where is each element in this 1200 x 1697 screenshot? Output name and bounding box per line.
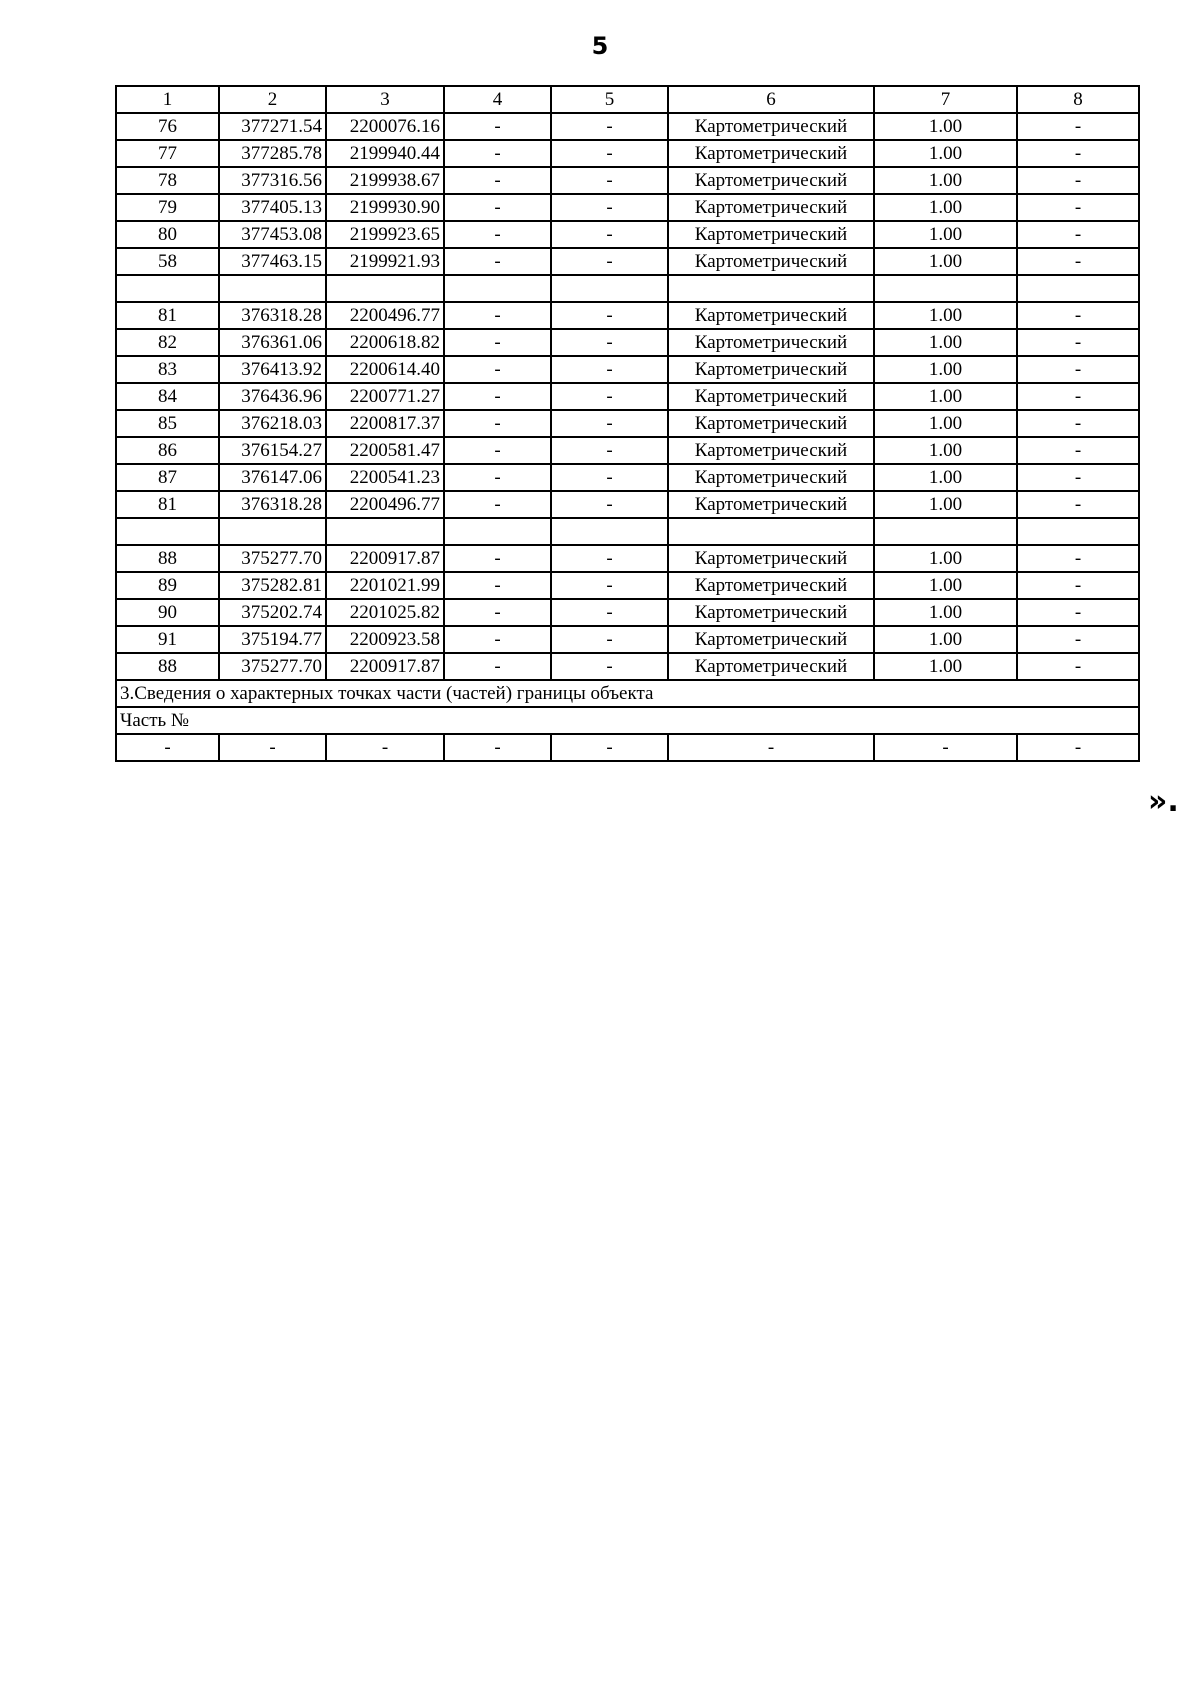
table-row [116, 221, 1139, 248]
table-header-row-cell-7: 7 [874, 86, 1017, 113]
table-row [116, 194, 1139, 221]
table-row-cell-4: - [444, 626, 551, 653]
table-row-cell-2: 375194.77 [219, 626, 326, 653]
table-row-cell-5: - [551, 545, 668, 572]
table-row-cell-1: 80 [116, 221, 219, 248]
part-label-row [116, 707, 1139, 734]
table-row-cell-7: 1.00 [874, 653, 1017, 680]
table-row-cell-2: 375202.74 [219, 599, 326, 626]
table-row-cell-5: - [551, 221, 668, 248]
table-row-cell-1: 81 [116, 491, 219, 518]
table-row-cell-1: 79 [116, 194, 219, 221]
table-row-cell-3: 2199938.67 [326, 167, 444, 194]
table-row-cell-8: - [1017, 140, 1139, 167]
table-row-cell-6: Картометрический [668, 626, 874, 653]
table-header-row-cell-5: 5 [551, 86, 668, 113]
table-row-cell-3: 2200923.58 [326, 626, 444, 653]
table-row-cell-1: 84 [116, 383, 219, 410]
table-row-cell-7: 1.00 [874, 113, 1017, 140]
table-row-cell-6: Картометрический [668, 599, 874, 626]
table-row-cell-7: 1.00 [874, 140, 1017, 167]
table-row-cell-2: 376413.92 [219, 356, 326, 383]
table-row-cell-2: 376361.06 [219, 329, 326, 356]
table-row [116, 653, 1139, 680]
table-row-cell-3: 2199940.44 [326, 140, 444, 167]
table-row-cell-6: Картометрический [668, 491, 874, 518]
table-row-cell-5: - [551, 599, 668, 626]
table-row [116, 626, 1139, 653]
table-row-cell-8 [1017, 518, 1139, 545]
table-row-cell-8: - [1017, 383, 1139, 410]
table-row-cell-8: - [1017, 221, 1139, 248]
table-row-cell-5: - [551, 329, 668, 356]
table-row [116, 464, 1139, 491]
table-row-cell-7: 1.00 [874, 302, 1017, 329]
table-row-cell-8: - [1017, 356, 1139, 383]
table-row-cell-4: - [444, 599, 551, 626]
part-label-row-text: Часть № [116, 707, 1139, 734]
table-row [116, 167, 1139, 194]
table-header-row [116, 86, 1139, 113]
table-row-cell-8: - [1017, 491, 1139, 518]
part-data-row-cell-3: - [326, 734, 444, 761]
table-row-cell-2: 375277.70 [219, 545, 326, 572]
section-title-row-text: 3.Сведения о характерных точках части (частей) границы объекта [116, 680, 1139, 707]
table-row-cell-3: 2200771.27 [326, 383, 444, 410]
table-row-cell-2: 377271.54 [219, 113, 326, 140]
table-row-cell-6: Картометрический [668, 194, 874, 221]
part-data-row-cell-6: - [668, 734, 874, 761]
table-row-cell-4: - [444, 167, 551, 194]
table-row-cell-5: - [551, 113, 668, 140]
table-row-cell-6: Картометрический [668, 248, 874, 275]
table-row-cell-1: 89 [116, 572, 219, 599]
table-row-cell-3: 2200496.77 [326, 491, 444, 518]
table-row-cell-2 [219, 518, 326, 545]
part-data-row-cell-7: - [874, 734, 1017, 761]
table-row-cell-5 [551, 518, 668, 545]
table-row-cell-3: 2200917.87 [326, 653, 444, 680]
table-row-cell-7: 1.00 [874, 410, 1017, 437]
table-row-cell-6: Картометрический [668, 302, 874, 329]
table-row-cell-2: 375277.70 [219, 653, 326, 680]
closing-quote-mark: ». [1148, 784, 1179, 819]
table-row-cell-8: - [1017, 410, 1139, 437]
table-row-cell-4: - [444, 356, 551, 383]
table-row-cell-4: - [444, 410, 551, 437]
table-header-row-cell-3: 3 [326, 86, 444, 113]
table-row [116, 491, 1139, 518]
table-row-cell-7: 1.00 [874, 221, 1017, 248]
table-row-cell-4 [444, 275, 551, 302]
table-row-cell-2: 376154.27 [219, 437, 326, 464]
table-row-cell-8: - [1017, 248, 1139, 275]
table-row-cell-2: 376218.03 [219, 410, 326, 437]
coordinates-table [115, 85, 1140, 762]
table-row-cell-7 [874, 518, 1017, 545]
table-row-cell-1 [116, 275, 219, 302]
table-row-cell-8: - [1017, 626, 1139, 653]
table-row-cell-5: - [551, 437, 668, 464]
section-title-row [116, 680, 1139, 707]
table-row-cell-5 [551, 275, 668, 302]
table-row-cell-3: 2199923.65 [326, 221, 444, 248]
table-row-cell-6: Картометрический [668, 329, 874, 356]
table-row-cell-6 [668, 275, 874, 302]
table-row-cell-3: 2200581.47 [326, 437, 444, 464]
table-row [116, 518, 1139, 545]
table-header-row-cell-8: 8 [1017, 86, 1139, 113]
table-row-cell-4: - [444, 572, 551, 599]
table-row-cell-3: 2199930.90 [326, 194, 444, 221]
table-row-cell-7: 1.00 [874, 383, 1017, 410]
table-row-cell-4: - [444, 194, 551, 221]
table-row-cell-1: 78 [116, 167, 219, 194]
table-row-cell-7: 1.00 [874, 545, 1017, 572]
table-row-cell-5: - [551, 140, 668, 167]
table-row [116, 248, 1139, 275]
table-row-cell-6: Картометрический [668, 140, 874, 167]
table-row-cell-3: 2200618.82 [326, 329, 444, 356]
table-row-cell-4: - [444, 437, 551, 464]
table-row-cell-6: Картометрический [668, 545, 874, 572]
table-row-cell-3: 2200496.77 [326, 302, 444, 329]
table-row-cell-3 [326, 275, 444, 302]
table-row-cell-6 [668, 518, 874, 545]
table-row-cell-1: 82 [116, 329, 219, 356]
table-row [116, 437, 1139, 464]
table-row-cell-3: 2200076.16 [326, 113, 444, 140]
table-row-cell-1: 58 [116, 248, 219, 275]
part-data-row-cell-2: - [219, 734, 326, 761]
table-row [116, 113, 1139, 140]
page-number: 5 [591, 32, 609, 60]
table-row-cell-6: Картометрический [668, 464, 874, 491]
table-row-cell-2: 377453.08 [219, 221, 326, 248]
part-data-row-cell-1: - [116, 734, 219, 761]
table-row-cell-7: 1.00 [874, 599, 1017, 626]
table-row-cell-4: - [444, 464, 551, 491]
table-row [116, 329, 1139, 356]
table-row-cell-7: 1.00 [874, 167, 1017, 194]
table-row-cell-4: - [444, 113, 551, 140]
table-row-cell-7: 1.00 [874, 356, 1017, 383]
table-row-cell-8: - [1017, 167, 1139, 194]
table-row-cell-2: 376436.96 [219, 383, 326, 410]
table-row-cell-6: Картометрический [668, 221, 874, 248]
table-row-cell-5: - [551, 194, 668, 221]
table-header-row-cell-2: 2 [219, 86, 326, 113]
table-row-cell-2: 376318.28 [219, 302, 326, 329]
table-row-cell-3: 2201021.99 [326, 572, 444, 599]
table-row-cell-1: 83 [116, 356, 219, 383]
part-data-row-cell-8: - [1017, 734, 1139, 761]
table-row [116, 599, 1139, 626]
table-row-cell-2: 377285.78 [219, 140, 326, 167]
table-row-cell-7: 1.00 [874, 626, 1017, 653]
table-row-cell-5: - [551, 572, 668, 599]
table-row-cell-2: 377316.56 [219, 167, 326, 194]
table-row-cell-8: - [1017, 464, 1139, 491]
table-row [116, 275, 1139, 302]
table-row-cell-4: - [444, 383, 551, 410]
table-row [116, 545, 1139, 572]
table-row-cell-8: - [1017, 572, 1139, 599]
table-row-cell-8: - [1017, 437, 1139, 464]
table-row-cell-3: 2200817.37 [326, 410, 444, 437]
table-row-cell-1: 88 [116, 653, 219, 680]
part-data-row-cell-4: - [444, 734, 551, 761]
table-row-cell-3: 2201025.82 [326, 599, 444, 626]
table-row-cell-1: 85 [116, 410, 219, 437]
table-row-cell-7: 1.00 [874, 491, 1017, 518]
table-row-cell-6: Картометрический [668, 410, 874, 437]
table-row-cell-8: - [1017, 302, 1139, 329]
table-row-cell-1: 90 [116, 599, 219, 626]
table-row-cell-5: - [551, 464, 668, 491]
table-row [116, 140, 1139, 167]
table-row-cell-4: - [444, 221, 551, 248]
table-row-cell-1: 86 [116, 437, 219, 464]
table-row-cell-5: - [551, 491, 668, 518]
table-row-cell-8: - [1017, 194, 1139, 221]
table-row-cell-1: 76 [116, 113, 219, 140]
table-row [116, 410, 1139, 437]
table-row-cell-1: 91 [116, 626, 219, 653]
table-row-cell-3: 2200917.87 [326, 545, 444, 572]
table-row-cell-4: - [444, 248, 551, 275]
table-row-cell-2: 375282.81 [219, 572, 326, 599]
table-row-cell-5: - [551, 302, 668, 329]
table-row-cell-6: Картометрический [668, 356, 874, 383]
table-row-cell-7: 1.00 [874, 437, 1017, 464]
table-row-cell-6: Картометрический [668, 437, 874, 464]
table-row-cell-1: 77 [116, 140, 219, 167]
table-row-cell-7: 1.00 [874, 572, 1017, 599]
table-row [116, 302, 1139, 329]
table-row-cell-1: 81 [116, 302, 219, 329]
table-row-cell-5: - [551, 410, 668, 437]
table-row-cell-7: 1.00 [874, 248, 1017, 275]
table-row-cell-2: 377463.15 [219, 248, 326, 275]
table-row-cell-8: - [1017, 545, 1139, 572]
table-row-cell-6: Картометрический [668, 572, 874, 599]
table-header-row-cell-1: 1 [116, 86, 219, 113]
table-row-cell-3: 2199921.93 [326, 248, 444, 275]
table-header-row-cell-4: 4 [444, 86, 551, 113]
table-row-cell-4: - [444, 302, 551, 329]
table-row-cell-6: Картометрический [668, 167, 874, 194]
table-row-cell-4: - [444, 491, 551, 518]
table-row-cell-6: Картометрический [668, 383, 874, 410]
table-row-cell-1: 87 [116, 464, 219, 491]
table-row-cell-3: 2200614.40 [326, 356, 444, 383]
table-row-cell-1 [116, 518, 219, 545]
coordinates-table-body [116, 86, 1139, 761]
table-row-cell-7 [874, 275, 1017, 302]
table-row-cell-4: - [444, 653, 551, 680]
table-row-cell-5: - [551, 167, 668, 194]
table-row-cell-4: - [444, 140, 551, 167]
table-row-cell-7: 1.00 [874, 464, 1017, 491]
table-row-cell-5: - [551, 383, 668, 410]
table-row-cell-5: - [551, 626, 668, 653]
table-row [116, 356, 1139, 383]
table-row-cell-6: Картометрический [668, 653, 874, 680]
table-row-cell-2 [219, 275, 326, 302]
table-row-cell-1: 88 [116, 545, 219, 572]
table-row-cell-4 [444, 518, 551, 545]
table-row-cell-5: - [551, 653, 668, 680]
table-row-cell-3: 2200541.23 [326, 464, 444, 491]
table-row-cell-8: - [1017, 599, 1139, 626]
table-row-cell-2: 377405.13 [219, 194, 326, 221]
table-row-cell-5: - [551, 356, 668, 383]
table-row-cell-8: - [1017, 653, 1139, 680]
table-row-cell-4: - [444, 545, 551, 572]
table-row-cell-7: 1.00 [874, 194, 1017, 221]
table-row-cell-8 [1017, 275, 1139, 302]
table-row-cell-2: 376147.06 [219, 464, 326, 491]
table-row-cell-8: - [1017, 113, 1139, 140]
table-row [116, 572, 1139, 599]
table-row-cell-7: 1.00 [874, 329, 1017, 356]
table-row-cell-3 [326, 518, 444, 545]
table-row-cell-4: - [444, 329, 551, 356]
part-data-row [116, 734, 1139, 761]
table-row-cell-6: Картометрический [668, 113, 874, 140]
table-row-cell-8: - [1017, 329, 1139, 356]
part-data-row-cell-5: - [551, 734, 668, 761]
table-row-cell-5: - [551, 248, 668, 275]
table-row [116, 383, 1139, 410]
table-row-cell-2: 376318.28 [219, 491, 326, 518]
table-header-row-cell-6: 6 [668, 86, 874, 113]
